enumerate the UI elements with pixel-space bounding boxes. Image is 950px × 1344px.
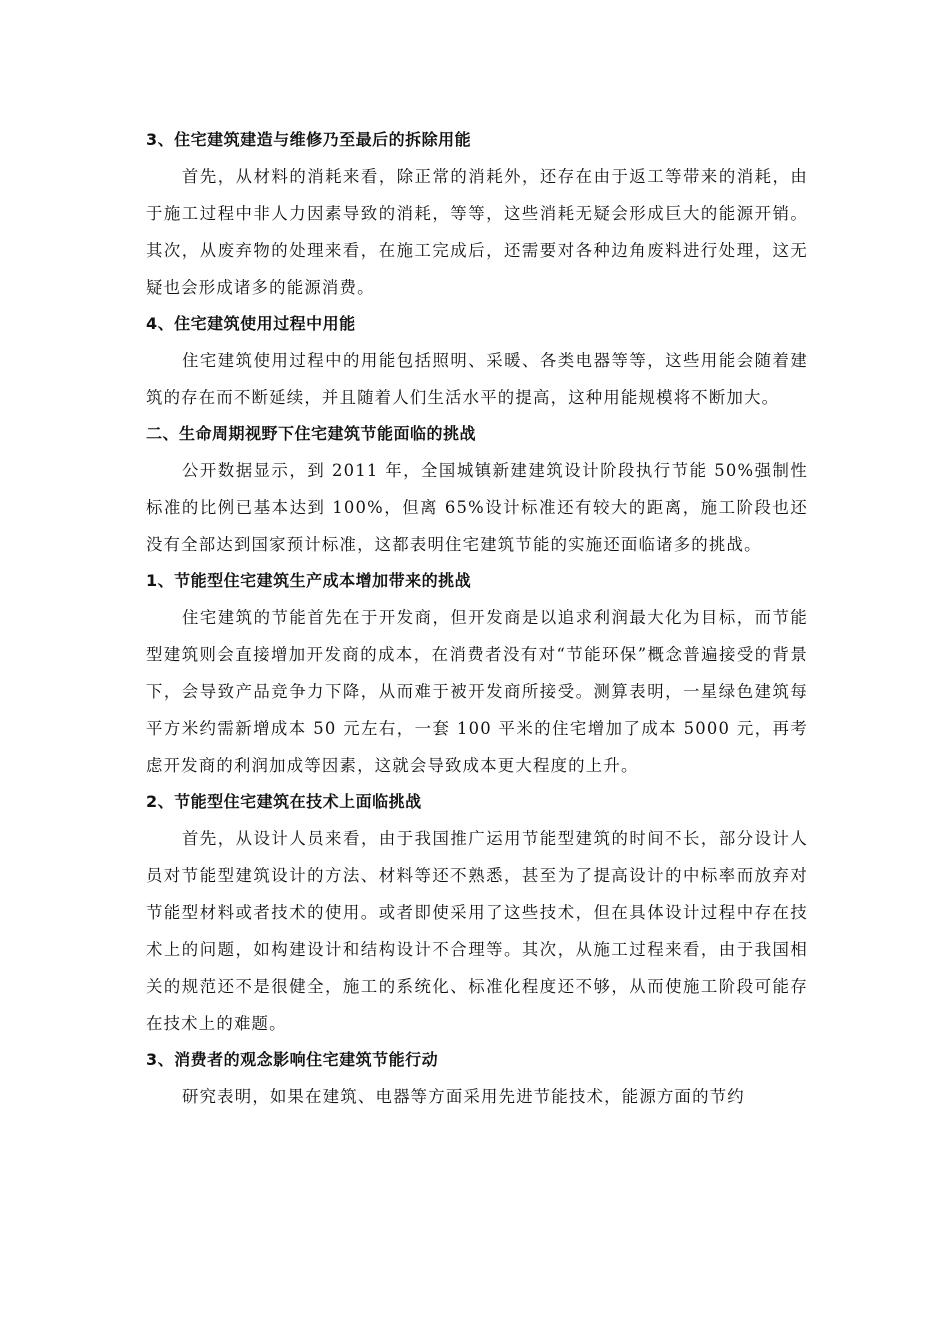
paragraph-consumer-concepts: 研究表明，如果在建筑、电器等方面采用先进节能技术，能源方面的节约 xyxy=(182,1087,745,1106)
paragraph-usage-energy: 住宅建筑使用过程中的用能包括照明、采暖、各类电器等等，这些用能会随着建筑的存在而不断延续，并且随着人们生活水平的提高，这种用能规模将不断加大。 xyxy=(146,351,808,407)
paragraph-cost-challenge: 住宅建筑的节能首先在于开发商，但开发商是以追求利润最大化为目标，而节能型建筑则会直接增加开发商的成本，在消费者没有对“节能环保”概念普遍接受的背景下，会导致产品竞争力下降，从而难于被开发商所接受。测算表明，一星绿色建筑每平方米约需新增成本 50 元左右，一套 100 平米的住宅增加了成本 5000 元，再考虑开发商的利润加成等因素，这就会导致成本更大程度的上升。 xyxy=(146,608,808,775)
paragraph-technical-challenge: 首先，从设计人员来看，由于我国推广运用节能型建筑的时间不长，部分设计人员对节能型建筑设计的方法、材料等还不熟悉，甚至为了提高设计的中标率而放弃对节能型材料或者技术的使用。或者即使采用了这些技术，但在具体设计过程中存在技术上的问题，如构建设计和结构设计不合理等。其次，从施工过程来看，由于我国相关的规范还不是很健全，施工的系统化、标准化程度还不够，从而使施工阶段可能存在技术上的难题。 xyxy=(146,829,808,1033)
paragraph-public-data: 公开数据显示，到 2011 年，全国城镇新建建筑设计阶段执行节能 50%强制性标准的比例已基本达到 100%，但离 65%设计标准还有较大的距离，施工阶段也还没有全部达到国家预计标准，这都表明住宅建筑节能的实施还面临诸多的挑战。 xyxy=(146,461,808,554)
section-heading-1-cost-challenge: 1、节能型住宅建筑生产成本增加带来的挑战 xyxy=(146,571,472,590)
document-body xyxy=(146,122,808,1115)
section-heading-3-consumer-concepts: 3、消费者的观念影响住宅建筑节能行动 xyxy=(146,1050,439,1069)
paragraph-construction-energy: 首先，从材料的消耗来看，除正常的消耗外，还存在由于返工等带来的消耗，由于施工过程中非人力因素导致的消耗，等等，这些消耗无疑会形成巨大的能源开销。其次，从废弃物的处理来看，在施工完成后，还需要对各种边角废料进行处理，这无疑也会形成诸多的能源消费。 xyxy=(146,167,808,297)
section-heading-4-usage-energy: 4、住宅建筑使用过程中用能 xyxy=(146,314,356,333)
section-heading-2-technical-challenge: 2、节能型住宅建筑在技术上面临挑战 xyxy=(146,792,422,811)
section-heading-3-construction-energy: 3、住宅建筑建造与维修乃至最后的拆除用能 xyxy=(146,130,472,149)
chapter-heading-2-challenges: 二、生命周期视野下住宅建筑节能面临的挑战 xyxy=(146,424,477,443)
